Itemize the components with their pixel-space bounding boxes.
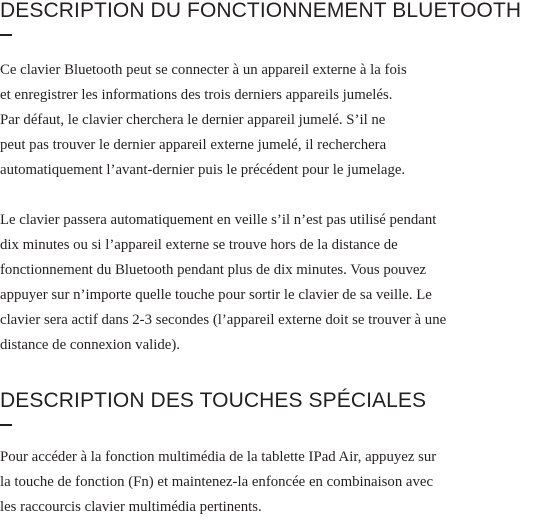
bluetooth-paragraph-sleep <box>0 208 446 358</box>
special-keys-paragraph <box>0 445 436 520</box>
text-line: les raccourcis clavier multimédia pertinents. <box>0 499 262 515</box>
text-line: distance de connexion valide). <box>0 337 180 353</box>
section-title-underline <box>0 34 12 36</box>
section-title-underline <box>0 424 12 426</box>
text-line: appuyer sur n’importe quelle touche pour sortir le clavier de sa veille. Le <box>0 287 432 303</box>
text-line: la touche de fonction (Fn) et maintenez-la enfoncée en combinaison avec <box>0 474 434 490</box>
text-line: Par défaut, le clavier cherchera le dernier appareil jumelé. S’il ne <box>0 112 386 128</box>
text-line: automatiquement l’avant-dernier puis le précédent pour le jumelage. <box>0 162 406 178</box>
bluetooth-paragraph-pairing <box>0 58 407 183</box>
text-line: fonctionnement du Bluetooth pendant plus de dix minutes. Vous pouvez <box>0 262 427 278</box>
text-line: Le clavier passera automatiquement en veille s’il n’est pas utilisé pendant <box>0 212 437 228</box>
section-title-bluetooth: DESCRIPTION DU FONCTIONNEMENT BLUETOOTH <box>0 0 522 22</box>
text-line: et enregistrer les informations des trois derniers appareils jumelés. <box>0 87 393 103</box>
text-line: clavier sera actif dans 2-3 secondes (l’appareil externe doit se trouver à une <box>0 312 447 328</box>
text-line: dix minutes ou si l’appareil externe se trouve hors de la distance de <box>0 237 398 253</box>
text-line: peut pas trouver le dernier appareil externe jumelé, il recherchera <box>0 137 387 153</box>
section-title-special-keys: DESCRIPTION DES TOUCHES SPÉCIALES <box>0 389 427 412</box>
text-line: Pour accéder à la fonction multimédia de la tablette IPad Air, appuyez sur <box>0 449 437 465</box>
text-line: Ce clavier Bluetooth peut se connecter à un appareil externe à la fois <box>0 62 407 78</box>
